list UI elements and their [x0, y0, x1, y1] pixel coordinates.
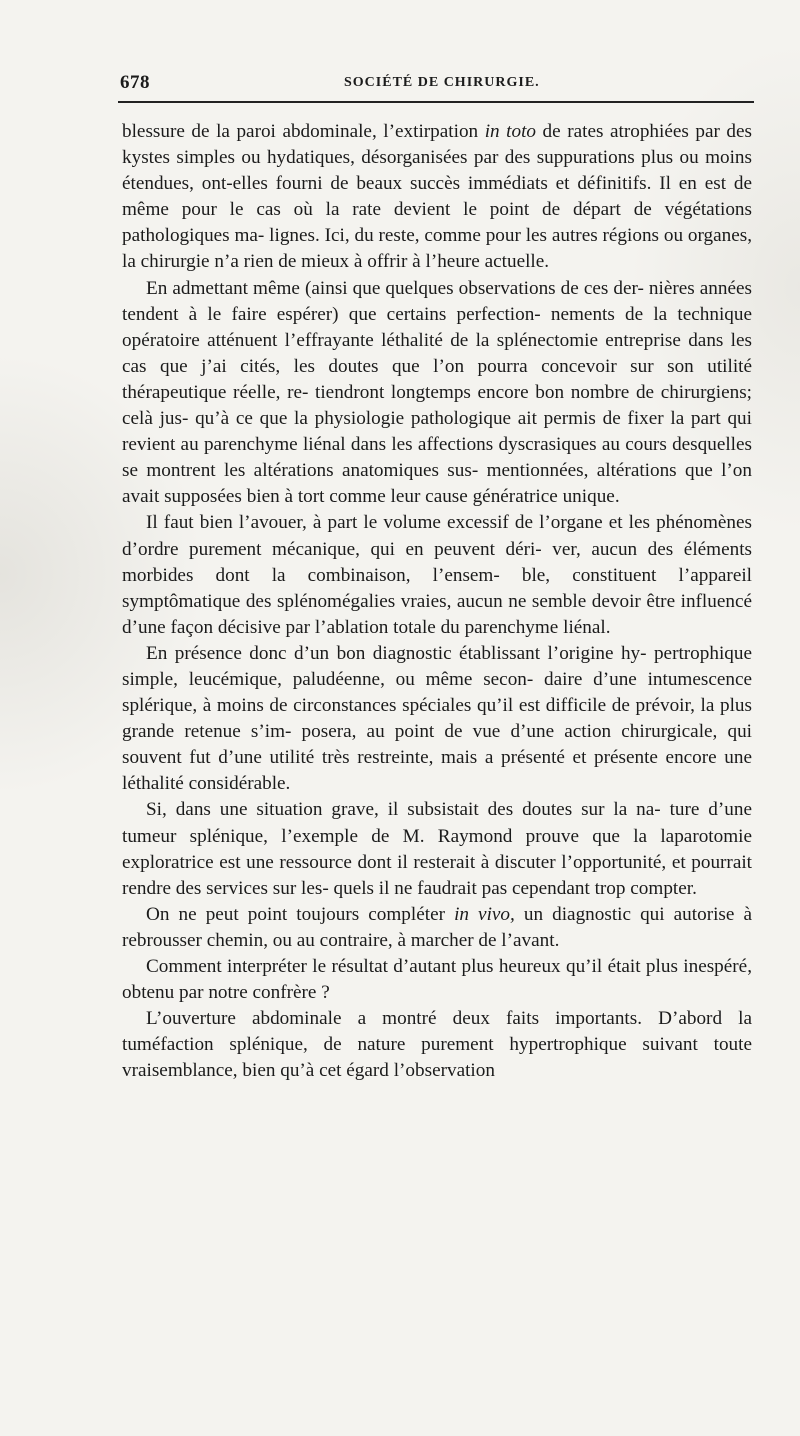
- paragraph-6: On ne peut point toujours compléter in vivo, un diagnostic qui autorise à rebrousser chemin, ou au contraire, à marcher de l’avant.: [122, 903, 752, 951]
- paragraph-5: Si, dans une situation grave, il subsistait des doutes sur la na- ture d’une tumeur splénique, l’exemple de M. Raymond prouve que la laparotomie exploratrice est une ressource dont il resterait à discuter l’opportunité, et pourrait rendre des services sur les- quels il ne faudrait pas cependant trop compter.: [122, 799, 752, 899]
- latin-phrase: in toto: [484, 121, 537, 142]
- paragraph-8: L’ouverture abdominale a montré deux faits importants. D’abord la tuméfaction splénique, de nature purement hypertrophique suivant toute vraisemblance, bien qu’à cet égard l’observation: [122, 1008, 752, 1082]
- paragraph-7: Comment interpréter le résultat d’autant plus heureux qu’il était plus inespéré, obtenu par notre confrère ?: [122, 956, 752, 1004]
- paragraph-4: En présence donc d’un bon diagnostic établissant l’origine hy- pertrophique simple, leucémique, paludéenne, ou même secon- daire d’une intumescence splérique, à moins de circonstances spéciales qu’il est difficile de prévoir, la plus grande retenue s’im- posera, au point de vue d’une action chirurgicale, qui souvent fut d’une utilité très restreinte, mais a présenté et présente encore une léthalité considérable.: [122, 642, 752, 795]
- body-text: [122, 119, 752, 1084]
- paragraph-1: blessure de la paroi abdominale, l’extirpation in toto de rates atrophiées par des kystes simples ou hydatiques, désorganisées par des suppurations plus ou moins étendues, ont-elles fourni de beaux succès immédiats et définitifs. Il en est de même pour le cas où la rate devient le point de départ de végétations pathologiques ma- lignes. Ici, du reste, comme pour les autres régions ou organes, la chirurgie n’a rien de mieux à offrir à l’heure actuelle.: [122, 121, 752, 273]
- latin-phrase: in vivo,: [454, 903, 515, 925]
- running-title: SOCIÉTÉ DE CHIRURGIE.: [344, 75, 540, 90]
- header-rule: [118, 101, 754, 103]
- paragraph-2: En admettant même (ainsi que quelques observations de ces der- nières années tendent à le faire espérer) que certains perfection- nements de la technique opératoire atténuent l’effrayante léthalité de la splénectomie entreprise dans les cas que j’ai cités, les doutes que l’on pourra concevoir sur son utilité thérapeutique réelle, re- tiendront longtemps encore bon nombre de chirurgiens; celà jus- qu’à ce que la physiologie pathologique ait permis de fixer la part qui revient au parenchyme liénal dans les affections dyscrasiques au cours desquelles se montrent les altérations anatomiques sus- mentionnées, altérations que l’on avait supposées bien à tort comme leur cause génératrice unique.: [122, 277, 752, 508]
- page-number: 678: [120, 72, 150, 93]
- paragraph-3: Il faut bien l’avouer, à part le volume excessif de l’organe et les phénomènes d’ordre purement mécanique, qui en peuvent déri- ver, aucun des éléments morbides dont la combinaison, l’ensem- ble, constituent l’appareil symptômatique des splénomégalies vraies, aucun ne semble devoir être influencé d’une façon décisive par l’ablation totale du parenchyme liénal.: [122, 512, 752, 638]
- page-header: [120, 72, 752, 96]
